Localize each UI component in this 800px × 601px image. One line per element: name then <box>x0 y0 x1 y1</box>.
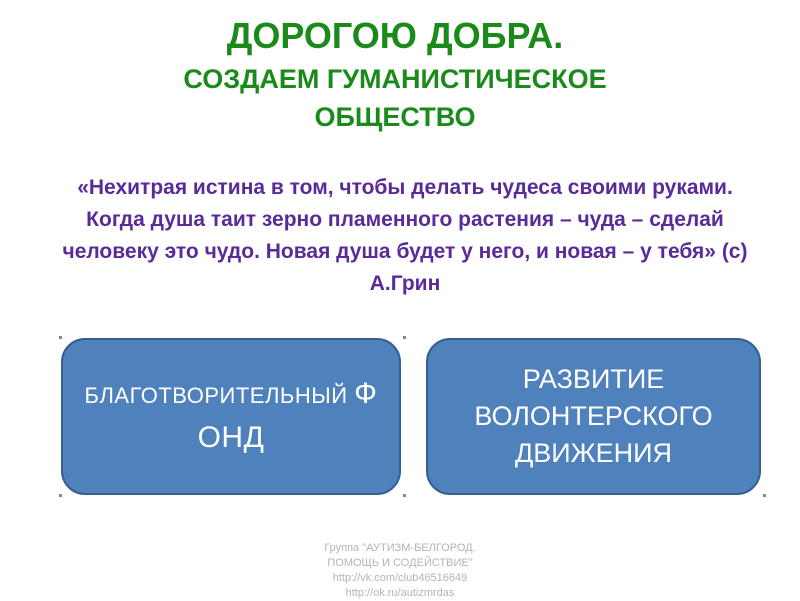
slide-subtitle <box>0 60 790 136</box>
slide-title: ДОРОГОЮ ДОБРА. <box>226 15 564 56</box>
selection-handle-dot <box>59 494 62 497</box>
charity-fund-label-line-2-big: ФОНД <box>197 376 378 454</box>
volunteer-movement-box <box>426 338 761 495</box>
charity-fund-label-line-1: БЛАГОТВОРИТЕЛЬНЫ <box>84 382 332 408</box>
charity-fund-label-line-2-small: Й <box>331 382 355 408</box>
footer-line-2: ПОМОЩЬ И СОДЕЙСТВИЕ" <box>327 557 473 569</box>
footer-link-ok: http://ok.ru/autizmrdas <box>345 587 455 599</box>
quote-text: «Нехитрая истина в том, чтобы делать чудеса своими руками. Когда душа таит зерно пламенного растения – чуда – сделай человеку это чудо. Новая душа будет у него, и новая – у тебя» (с) А.Грин <box>62 176 748 295</box>
selection-handle-dot <box>403 336 406 339</box>
slide-subtitle-line-1: СОЗДАЕМ ГУМАНИСТИЧЕСКОЕ <box>183 64 607 94</box>
charity-fund-label <box>81 373 381 461</box>
selection-handle-dot <box>59 336 62 339</box>
volunteer-movement-label: РАЗВИТИЕ ВОЛОНТЕРСКОГО ДВИЖЕНИЯ <box>474 364 713 468</box>
footer-watermark <box>0 541 800 601</box>
selection-handle-dot <box>403 494 406 497</box>
slide-subtitle-line-2: ОБЩЕСТВО <box>314 102 476 132</box>
footer-line-1: Группа "АУТИЗМ-БЕЛГОРОД. <box>324 542 476 554</box>
selection-handle-dot <box>763 494 766 497</box>
footer-link-vk: http://vk.com/club46516649 <box>332 572 468 584</box>
charity-fund-box <box>61 338 401 495</box>
